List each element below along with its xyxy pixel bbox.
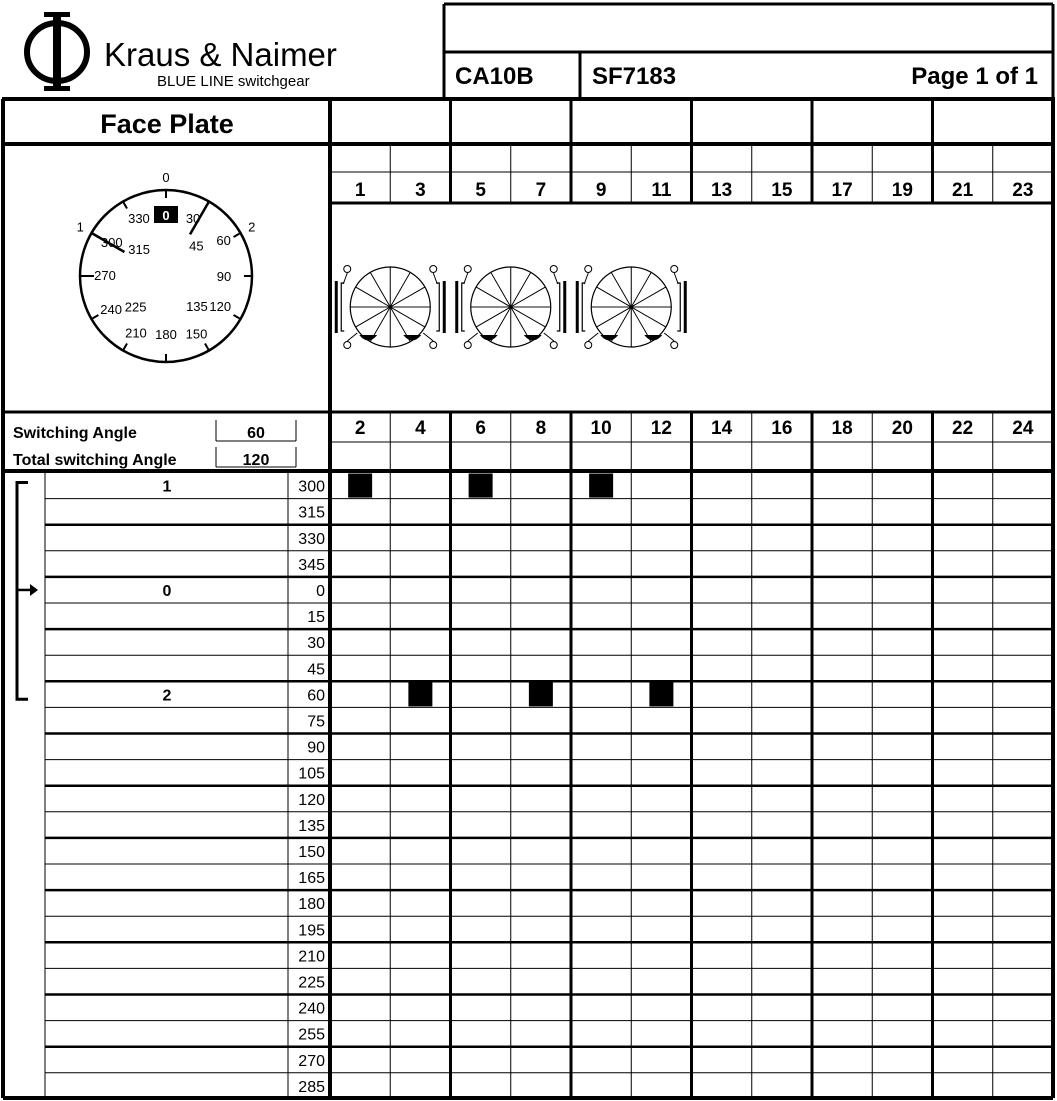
type-code: CA10B xyxy=(455,63,534,90)
terminal-top-number: 23 xyxy=(1012,180,1034,201)
row-angle: 120 xyxy=(298,791,325,809)
terminal-top-number: 11 xyxy=(651,180,672,201)
row-angle: 240 xyxy=(298,1000,325,1018)
row-angle: 255 xyxy=(298,1026,325,1044)
dial-angle-label: 270 xyxy=(94,267,116,283)
total-switching-angle-value: 120 xyxy=(242,452,270,469)
row-angle: 330 xyxy=(298,530,325,548)
terminal-bottom-number: 12 xyxy=(650,418,672,439)
terminal-circle xyxy=(464,266,471,273)
dial-angle-label: 135 xyxy=(186,298,208,314)
terminal-top-number: 7 xyxy=(535,180,547,201)
terminal-circle xyxy=(344,342,351,349)
closed-contact-mark xyxy=(469,474,493,498)
closed-contact-mark xyxy=(649,682,673,706)
row-angle: 225 xyxy=(298,974,325,992)
terminal-lead xyxy=(347,333,357,341)
stage-bracket xyxy=(677,283,680,331)
row-angle: 135 xyxy=(298,817,325,835)
dial-angle-label: 300 xyxy=(100,235,123,251)
closed-contact-mark xyxy=(529,682,553,706)
terminal-top-number: 19 xyxy=(891,180,913,201)
row-angle: 30 xyxy=(307,635,325,653)
terminal-lead xyxy=(584,273,588,284)
terminal-bottom-number: 22 xyxy=(952,418,974,439)
terminal-top-number: 21 xyxy=(952,180,974,201)
face-plate-dial xyxy=(77,170,256,363)
row-position: 2 xyxy=(162,687,172,705)
row-angle: 60 xyxy=(307,687,325,705)
closed-contact-mark xyxy=(408,682,432,706)
terminal-top-number: 9 xyxy=(595,180,607,201)
terminal-lead xyxy=(588,333,598,341)
row-angle: 165 xyxy=(298,870,325,888)
stage-cam-lobe xyxy=(359,335,377,341)
terminal-circle xyxy=(464,342,471,349)
terminal-circle xyxy=(671,342,678,349)
dial-angle-label: 330 xyxy=(128,210,150,226)
terminal-top-number: 17 xyxy=(831,180,853,201)
stage-bracket xyxy=(341,283,344,331)
terminal-lead xyxy=(554,273,558,284)
contact-stage-symbol xyxy=(577,266,685,349)
dial-angle-label: 240 xyxy=(100,301,122,317)
terminal-lead xyxy=(464,273,468,284)
row-angle: 315 xyxy=(298,504,325,522)
terminal-lead xyxy=(343,273,347,284)
dial-angle-label: 180 xyxy=(155,327,177,342)
terminal-bottom-number: 2 xyxy=(354,418,366,439)
terminal-circle xyxy=(550,266,557,273)
stage-cam-lobe xyxy=(480,335,498,341)
dial-angle-label: 30 xyxy=(185,210,201,226)
switching-angle-label: Switching Angle xyxy=(13,425,137,442)
switching-program-table xyxy=(17,472,1053,1098)
terminal-bottom-number: 8 xyxy=(535,418,547,439)
row-angle: 0 xyxy=(316,582,325,600)
brand-tagline: BLUE LINE switchgear xyxy=(157,73,310,90)
face-plate-title: Face Plate xyxy=(100,109,234,139)
dial-position-label: 2 xyxy=(248,219,256,235)
total-switching-angle-label: Total switching Angle xyxy=(13,452,177,469)
dial-angle-label: 315 xyxy=(128,242,150,258)
row-angle: 15 xyxy=(307,609,325,627)
terminal-circle xyxy=(585,342,592,349)
row-angle: 150 xyxy=(298,843,325,861)
terminal-circle xyxy=(550,342,557,349)
row-angle: 300 xyxy=(298,478,325,496)
switching-angle-value: 60 xyxy=(247,425,265,442)
stage-cam-lobe xyxy=(600,335,618,341)
terminal-bottom-number: 24 xyxy=(1012,418,1034,439)
dial-position-label: 0 xyxy=(162,170,170,185)
terminal-lead xyxy=(674,273,678,284)
contact-stage-symbol xyxy=(336,266,444,349)
terminal-top-number: 5 xyxy=(475,180,486,201)
row-angle: 90 xyxy=(307,739,325,757)
dial-position-label: 1 xyxy=(76,219,84,235)
stage-bracket xyxy=(436,283,439,331)
stage-bracket xyxy=(582,283,585,331)
terminal-lead xyxy=(423,333,433,341)
terminal-circle xyxy=(430,342,437,349)
closed-contact-mark xyxy=(348,474,372,498)
terminal-lead xyxy=(433,273,437,284)
terminal-top-number: 1 xyxy=(354,180,366,201)
page-number: Page 1 of 1 xyxy=(911,63,1038,90)
terminal-lead xyxy=(544,333,554,341)
terminal-circle xyxy=(585,266,592,273)
stage-bracket xyxy=(557,283,560,331)
row-angle: 45 xyxy=(307,661,325,679)
dial-angle-label: 45 xyxy=(189,238,204,254)
terminal-top-number: 3 xyxy=(415,180,426,201)
terminal-circle xyxy=(671,266,678,273)
stage-bracket xyxy=(462,283,465,331)
row-position: 0 xyxy=(162,582,172,600)
row-angle: 180 xyxy=(298,896,325,914)
terminal-bottom-number: 6 xyxy=(475,418,486,439)
row-angle: 210 xyxy=(298,948,325,966)
row-angle: 105 xyxy=(298,765,325,783)
closed-contact-mark xyxy=(589,474,613,498)
stage-cam-lobe xyxy=(524,335,542,341)
row-angle: 195 xyxy=(298,922,325,940)
terminal-bottom-number: 18 xyxy=(831,418,853,439)
row-angle: 285 xyxy=(298,1078,325,1096)
row-position: 1 xyxy=(162,478,172,496)
row-angle: 270 xyxy=(298,1052,325,1070)
dial-angle-label: 90 xyxy=(216,269,232,284)
row-angle: 75 xyxy=(307,713,325,731)
dial-angle-label: 120 xyxy=(209,299,232,315)
contact-stages xyxy=(336,266,685,349)
dial-angle-label: 210 xyxy=(125,325,147,341)
terminal-circle xyxy=(430,266,437,273)
dial-angle-label: 0 xyxy=(162,208,170,223)
terminal-bottom-number: 20 xyxy=(891,418,913,439)
logo xyxy=(27,12,87,91)
terminal-top-number: 13 xyxy=(711,180,733,201)
terminal-bottom-number: 14 xyxy=(711,418,733,439)
stage-cam-lobe xyxy=(644,335,662,341)
terminal-bottom-number: 4 xyxy=(415,418,426,439)
dial-angle-label: 150 xyxy=(185,326,208,342)
program-code: SF7183 xyxy=(592,63,677,90)
terminal-lead xyxy=(664,333,674,341)
terminal-bottom-number: 16 xyxy=(771,418,793,439)
terminal-top-number: 15 xyxy=(771,180,793,201)
terminal-lead xyxy=(468,333,478,341)
contact-grid xyxy=(3,99,1053,1098)
dial-angle-label: 60 xyxy=(216,232,231,248)
dial-angle-label: 225 xyxy=(124,299,147,315)
brand-name: Kraus & Naimer xyxy=(104,36,337,73)
arrow-head-icon xyxy=(30,584,38,596)
terminal-bottom-number: 10 xyxy=(590,418,612,439)
row-angle: 345 xyxy=(298,556,325,574)
contact-stage-symbol xyxy=(457,266,565,349)
stage-cam-lobe xyxy=(403,335,421,341)
terminal-circle xyxy=(344,266,351,273)
